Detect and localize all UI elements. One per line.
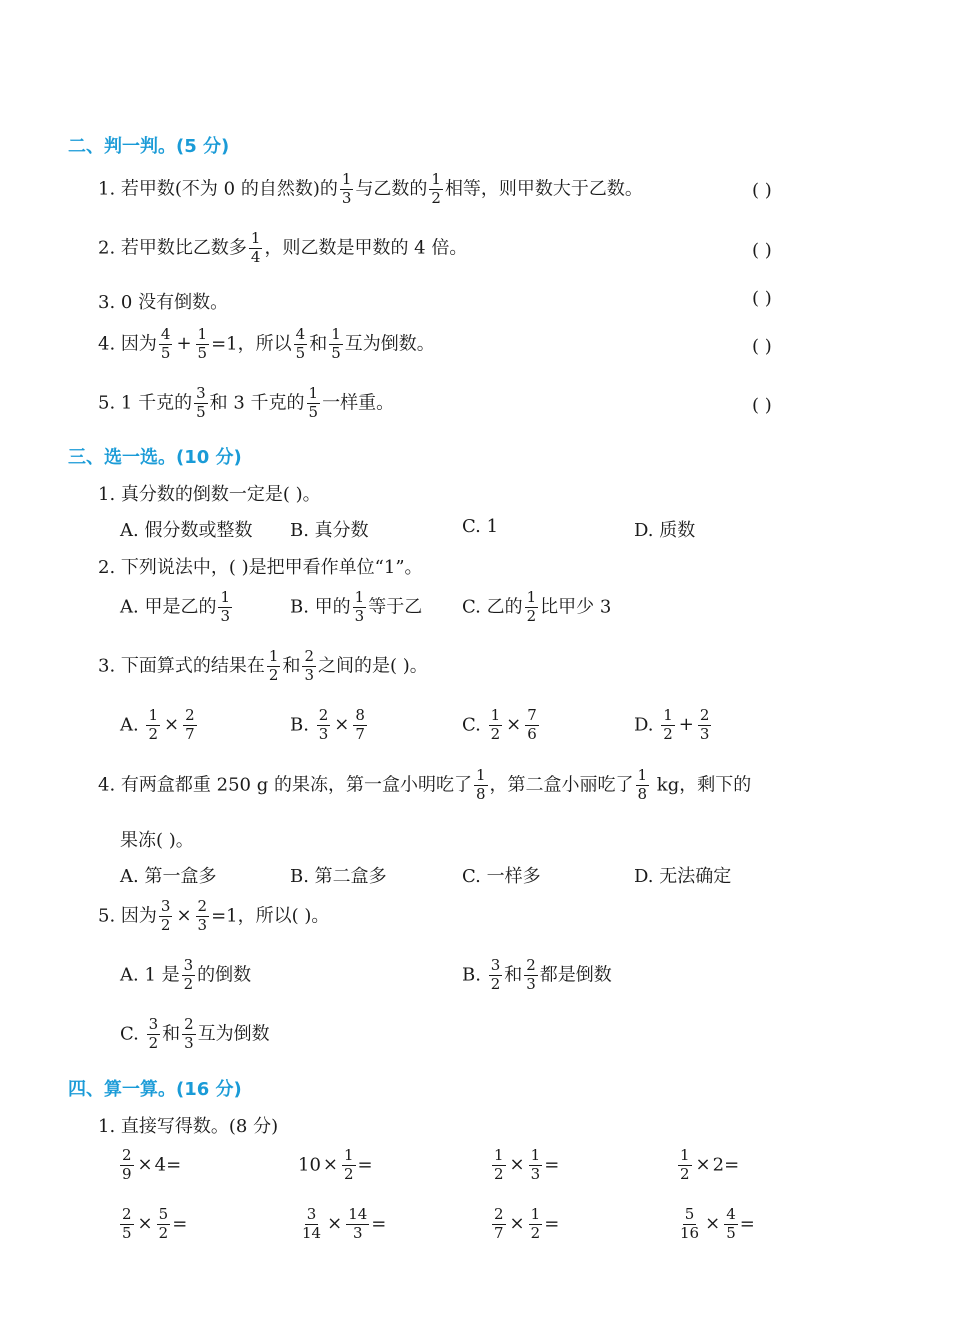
numerator: 4 bbox=[160, 325, 171, 343]
denominator: 8 bbox=[475, 784, 486, 803]
judge-question-1 bbox=[98, 172, 643, 207]
option-b[interactable]: B. 真分数 bbox=[290, 520, 369, 541]
operator: × bbox=[137, 1213, 153, 1235]
numerator: 7 bbox=[527, 706, 537, 724]
fraction bbox=[474, 768, 488, 803]
judge-question-4 bbox=[98, 327, 435, 362]
fraction bbox=[146, 708, 160, 743]
text: 和 bbox=[504, 964, 523, 986]
calc-item bbox=[118, 1207, 187, 1242]
equals: = bbox=[166, 1154, 182, 1176]
numerator: 3 bbox=[183, 956, 194, 974]
section-title-calc: 四、算一算。(16 分) bbox=[68, 1079, 242, 1100]
numerator: 2 bbox=[304, 647, 314, 665]
operator: × bbox=[176, 905, 192, 927]
fraction bbox=[120, 1207, 134, 1242]
numerator: 5 bbox=[684, 1205, 695, 1223]
denominator: 2 bbox=[526, 606, 537, 625]
fraction bbox=[346, 1207, 369, 1242]
fraction bbox=[636, 768, 650, 803]
equals: = bbox=[544, 1154, 560, 1176]
option-c[interactable] bbox=[120, 1017, 270, 1052]
numerator: 3 bbox=[148, 1015, 159, 1033]
denominator: 5 bbox=[331, 343, 341, 362]
answer-bracket[interactable]: ( ) bbox=[752, 395, 772, 416]
option-b[interactable] bbox=[462, 958, 612, 993]
denominator: 2 bbox=[490, 974, 501, 993]
section-title-choose: 三、选一选。(10 分) bbox=[68, 447, 242, 468]
answer-bracket[interactable]: ( ) bbox=[752, 336, 772, 357]
numerator: 1 bbox=[197, 325, 208, 343]
denominator: 3 bbox=[530, 1164, 541, 1183]
text: 和 bbox=[309, 333, 328, 355]
equals: = bbox=[172, 1213, 188, 1235]
fraction bbox=[302, 649, 316, 684]
choose-question-5 bbox=[98, 899, 329, 934]
denominator: 3 bbox=[354, 606, 365, 625]
numerator: 3 bbox=[160, 897, 171, 915]
numerator: 1 bbox=[354, 588, 365, 606]
operator: × bbox=[509, 1213, 525, 1235]
denominator: 14 bbox=[302, 1223, 322, 1242]
equals: = bbox=[371, 1213, 387, 1235]
option-d[interactable]: D. 无法确定 bbox=[634, 866, 732, 887]
text: 互为倒数。 bbox=[344, 333, 435, 355]
denominator: 2 bbox=[530, 1223, 541, 1242]
option-letter: D. bbox=[634, 714, 654, 736]
fraction bbox=[157, 1207, 171, 1242]
numerator: 1 bbox=[341, 170, 352, 188]
option-c[interactable]: C. 一样多 bbox=[462, 866, 541, 887]
denominator: 4 bbox=[250, 247, 261, 266]
text: 等于乙 bbox=[368, 596, 423, 618]
equals: = bbox=[544, 1213, 560, 1235]
numerator: 2 bbox=[699, 706, 710, 724]
operator: + bbox=[176, 333, 192, 355]
numerator: 1 bbox=[268, 647, 279, 665]
fraction bbox=[218, 590, 232, 625]
denominator: 2 bbox=[183, 974, 194, 993]
fraction bbox=[267, 649, 281, 684]
fraction bbox=[182, 1017, 196, 1052]
operator: × bbox=[137, 1154, 153, 1176]
denominator: 2 bbox=[268, 665, 279, 684]
denominator: 2 bbox=[344, 1164, 354, 1183]
denominator: 2 bbox=[494, 1164, 504, 1183]
equals: = bbox=[724, 1154, 740, 1176]
fraction bbox=[529, 1207, 543, 1242]
denominator: 3 bbox=[184, 1033, 194, 1052]
integer: 4 bbox=[154, 1154, 167, 1176]
numerator: 1 bbox=[431, 170, 441, 188]
numerator: 1 bbox=[250, 229, 261, 247]
option-letter: C. bbox=[462, 714, 481, 736]
fraction bbox=[524, 958, 538, 993]
numerator: 1 bbox=[308, 384, 319, 402]
numerator: 2 bbox=[122, 1205, 132, 1223]
text: 比甲少 3 bbox=[540, 596, 612, 618]
option-a[interactable]: A. 第一盒多 bbox=[120, 866, 217, 887]
numerator: 1 bbox=[331, 325, 341, 343]
calc-item bbox=[298, 1148, 373, 1183]
calc-item bbox=[298, 1207, 386, 1242]
option-b[interactable] bbox=[290, 590, 422, 625]
text: 相等，则甲数大于乙数。 bbox=[444, 178, 643, 200]
denominator: 6 bbox=[527, 724, 537, 743]
denominator: 5 bbox=[308, 402, 319, 421]
option-a[interactable]: A. 假分数或整数 bbox=[120, 520, 253, 541]
denominator: 5 bbox=[726, 1223, 736, 1242]
section-title-judge: 二、判一判。(5 分) bbox=[68, 136, 230, 157]
text: =1，所以( )。 bbox=[211, 905, 330, 927]
operator: × bbox=[705, 1213, 721, 1235]
text: C. 乙的 bbox=[462, 596, 523, 618]
fraction bbox=[529, 1148, 543, 1183]
numerator: 1 bbox=[475, 766, 486, 784]
denominator: 3 bbox=[318, 724, 329, 743]
judge-question-3: 3. 0 没有倒数。 bbox=[98, 292, 229, 313]
denominator: 5 bbox=[122, 1223, 132, 1242]
text: 4. 有两盒都重 250 g 的果冻，第一盒小明吃了 bbox=[98, 774, 472, 796]
text: 的倒数 bbox=[197, 964, 252, 986]
numerator: 2 bbox=[494, 1205, 504, 1223]
text: 5. 1 千克的 bbox=[98, 392, 193, 414]
numerator: 4 bbox=[295, 325, 306, 343]
equals: = bbox=[739, 1213, 755, 1235]
operator: × bbox=[334, 714, 350, 736]
judge-question-5 bbox=[98, 386, 394, 421]
text: =1，所以 bbox=[211, 333, 292, 355]
numerator: 1 bbox=[637, 766, 648, 784]
text: A. 1 是 bbox=[120, 964, 180, 986]
operator: × bbox=[509, 1154, 525, 1176]
fraction bbox=[525, 590, 539, 625]
denominator: 7 bbox=[355, 724, 365, 743]
text: ，第二盒小丽吃了 bbox=[489, 774, 634, 796]
answer-bracket[interactable]: ( ) bbox=[752, 240, 772, 261]
denominator: 5 bbox=[196, 402, 206, 421]
fraction bbox=[317, 708, 331, 743]
fraction bbox=[342, 1148, 356, 1183]
fraction bbox=[194, 386, 208, 421]
calc-subtitle: 1. 直接写得数。(8 分) bbox=[98, 1116, 279, 1137]
text: 都是倒数 bbox=[539, 964, 612, 986]
denominator: 2 bbox=[148, 1033, 159, 1052]
answer-bracket[interactable]: ( ) bbox=[752, 180, 772, 201]
denominator: 3 bbox=[699, 724, 710, 743]
fraction bbox=[340, 172, 354, 207]
fraction bbox=[159, 899, 173, 934]
denominator: 2 bbox=[680, 1164, 690, 1183]
operator: × bbox=[695, 1154, 711, 1176]
numerator: 1 bbox=[148, 706, 159, 724]
denominator: 3 bbox=[220, 606, 230, 625]
text: B. 甲的 bbox=[290, 596, 351, 618]
denominator: 2 bbox=[663, 724, 673, 743]
text: 与乙数的 bbox=[355, 178, 428, 200]
denominator: 2 bbox=[160, 915, 171, 934]
fraction bbox=[724, 1207, 738, 1242]
fraction bbox=[300, 1207, 323, 1242]
text: 5. 因为 bbox=[98, 905, 157, 927]
option-d[interactable]: D. 质数 bbox=[634, 520, 696, 541]
denominator: 16 bbox=[680, 1223, 700, 1242]
numerator: 3 bbox=[490, 956, 501, 974]
answer-bracket[interactable]: ( ) bbox=[752, 288, 772, 309]
fraction bbox=[183, 708, 197, 743]
choose-question-4 bbox=[98, 768, 751, 803]
choose-question-4-line2: 果冻( )。 bbox=[120, 830, 194, 851]
fraction bbox=[147, 1017, 161, 1052]
denominator: 5 bbox=[295, 343, 306, 362]
fraction bbox=[429, 172, 443, 207]
numerator: 2 bbox=[526, 956, 536, 974]
numerator: 14 bbox=[348, 1205, 368, 1223]
operator: × bbox=[327, 1213, 343, 1235]
text: ，则乙数是甲数的 4 倍。 bbox=[264, 237, 468, 259]
text: 3. 下面算式的结果在 bbox=[98, 655, 265, 677]
option-letter: B. bbox=[290, 714, 309, 736]
numerator: 3 bbox=[196, 384, 206, 402]
denominator: 3 bbox=[352, 1223, 363, 1242]
numerator: 1 bbox=[494, 1146, 504, 1164]
text: 互为倒数 bbox=[197, 1023, 270, 1045]
option-b[interactable]: B. 第二盒多 bbox=[290, 866, 387, 887]
denominator: 2 bbox=[431, 188, 441, 207]
fraction bbox=[182, 958, 196, 993]
numerator: 4 bbox=[726, 1205, 736, 1223]
text: kg，剩下的 bbox=[656, 774, 752, 796]
denominator: 3 bbox=[341, 188, 352, 207]
text: 和 bbox=[282, 655, 301, 677]
fraction bbox=[678, 1207, 701, 1242]
numerator: 1 bbox=[220, 588, 230, 606]
text: C. bbox=[120, 1023, 139, 1045]
fraction bbox=[120, 1148, 134, 1183]
denominator: 3 bbox=[304, 665, 314, 684]
text: 1. 若甲数(不为 0 的自然数)的 bbox=[98, 178, 338, 200]
option-a[interactable] bbox=[120, 958, 251, 993]
fraction bbox=[307, 386, 321, 421]
option-a[interactable] bbox=[120, 708, 199, 743]
numerator: 3 bbox=[306, 1205, 317, 1223]
denominator: 7 bbox=[494, 1223, 504, 1242]
operator: + bbox=[678, 714, 694, 736]
fraction bbox=[525, 708, 539, 743]
denominator: 5 bbox=[197, 343, 208, 362]
numerator: 1 bbox=[530, 1205, 541, 1223]
numerator: 8 bbox=[355, 706, 365, 724]
calc-item bbox=[490, 1207, 559, 1242]
numerator: 1 bbox=[680, 1146, 690, 1164]
operator: × bbox=[506, 714, 522, 736]
option-d[interactable] bbox=[634, 708, 713, 743]
judge-question-2 bbox=[98, 231, 467, 266]
operator: × bbox=[164, 714, 180, 736]
calc-item bbox=[118, 1148, 181, 1183]
equals: = bbox=[357, 1154, 373, 1176]
calc-item bbox=[490, 1148, 559, 1183]
fraction bbox=[196, 327, 210, 362]
numerator: 2 bbox=[184, 1015, 194, 1033]
option-c[interactable] bbox=[462, 590, 611, 625]
numerator: 1 bbox=[663, 706, 673, 724]
numerator: 2 bbox=[122, 1146, 132, 1164]
numerator: 2 bbox=[185, 706, 195, 724]
calc-item bbox=[676, 1148, 739, 1183]
denominator: 2 bbox=[158, 1223, 169, 1242]
option-b[interactable] bbox=[290, 708, 369, 743]
fraction bbox=[492, 1148, 506, 1183]
denominator: 3 bbox=[197, 915, 208, 934]
denominator: 2 bbox=[148, 724, 159, 743]
fraction bbox=[489, 708, 503, 743]
fraction bbox=[678, 1148, 692, 1183]
option-letter: A. bbox=[120, 714, 139, 736]
fraction bbox=[196, 899, 210, 934]
option-c[interactable]: C. 1 bbox=[462, 516, 499, 537]
text: 4. 因为 bbox=[98, 333, 157, 355]
option-a[interactable] bbox=[120, 590, 234, 625]
text: 和 bbox=[162, 1023, 181, 1045]
fraction bbox=[661, 708, 675, 743]
denominator: 8 bbox=[637, 784, 648, 803]
fraction bbox=[159, 327, 173, 362]
choose-question-2: 2. 下列说法中，( )是把甲看作单位“1”。 bbox=[98, 557, 423, 578]
operator: × bbox=[322, 1154, 338, 1176]
denominator: 3 bbox=[526, 974, 536, 993]
numerator: 1 bbox=[530, 1146, 541, 1164]
choose-question-3 bbox=[98, 649, 428, 684]
fraction bbox=[492, 1207, 506, 1242]
numerator: 1 bbox=[344, 1146, 354, 1164]
fraction bbox=[249, 231, 263, 266]
text: 一样重。 bbox=[322, 392, 395, 414]
numerator: 1 bbox=[490, 706, 501, 724]
integer: 10 bbox=[298, 1154, 321, 1176]
option-c[interactable] bbox=[462, 708, 541, 743]
denominator: 9 bbox=[122, 1164, 132, 1183]
numerator: 1 bbox=[526, 588, 537, 606]
numerator: 2 bbox=[318, 706, 329, 724]
denominator: 5 bbox=[160, 343, 171, 362]
fraction bbox=[329, 327, 343, 362]
fraction bbox=[698, 708, 712, 743]
calc-item bbox=[676, 1207, 755, 1242]
denominator: 7 bbox=[185, 724, 195, 743]
fraction bbox=[294, 327, 308, 362]
text: 之间的是( )。 bbox=[318, 655, 428, 677]
fraction bbox=[353, 590, 367, 625]
text: A. 甲是乙的 bbox=[120, 596, 217, 618]
numerator: 5 bbox=[158, 1205, 169, 1223]
integer: 2 bbox=[712, 1154, 725, 1176]
text: 2. 若甲数比乙数多 bbox=[98, 237, 247, 259]
fraction bbox=[489, 958, 503, 993]
choose-question-1: 1. 真分数的倒数一定是( )。 bbox=[98, 484, 321, 505]
text: 和 3 千克的 bbox=[209, 392, 305, 414]
denominator: 2 bbox=[490, 724, 501, 743]
numerator: 2 bbox=[197, 897, 208, 915]
text: B. bbox=[462, 964, 481, 986]
fraction bbox=[353, 708, 367, 743]
